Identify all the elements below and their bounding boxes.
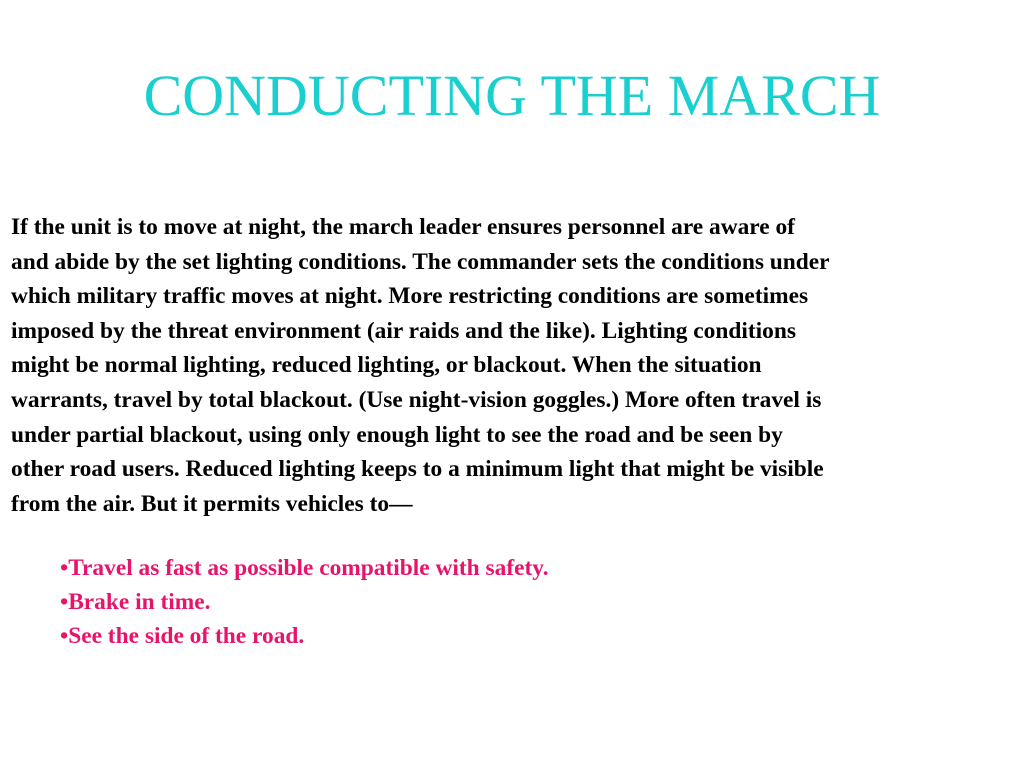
paragraph-line: from the air. But it permits vehicles to— — [11, 490, 413, 517]
bullet-item: •See the side of the road. — [60, 623, 305, 649]
paragraph-line: other road users. Reduced lighting keeps to a minimum light that might be visible — [11, 456, 824, 483]
body-paragraph — [11, 210, 1011, 521]
paragraph-line: imposed by the threat environment (air raids and the like). Lighting conditions — [11, 317, 796, 344]
bullet-item: •Travel as fast as possible compatible with safety. — [60, 555, 549, 581]
paragraph-line: If the unit is to move at night, the march leader ensures personnel are aware of — [11, 214, 795, 240]
paragraph-line: might be normal lighting, reduced lighting, or blackout. When the situation — [11, 352, 762, 379]
paragraph-line: and abide by the set lighting conditions. The commander sets the conditions under — [11, 248, 830, 275]
slide-title: CONDUCTING THE MARCH — [143, 63, 881, 128]
bullet-item: •Brake in time. — [60, 589, 211, 615]
bullet-list — [60, 551, 960, 653]
paragraph-line: which military traffic moves at night. More restricting conditions are sometimes — [11, 283, 809, 310]
paragraph-line: under partial blackout, using only enough light to see the road and be seen by — [11, 421, 783, 448]
paragraph-line: warrants, travel by total blackout. (Use night-vision goggles.) More often travel is — [11, 386, 822, 413]
